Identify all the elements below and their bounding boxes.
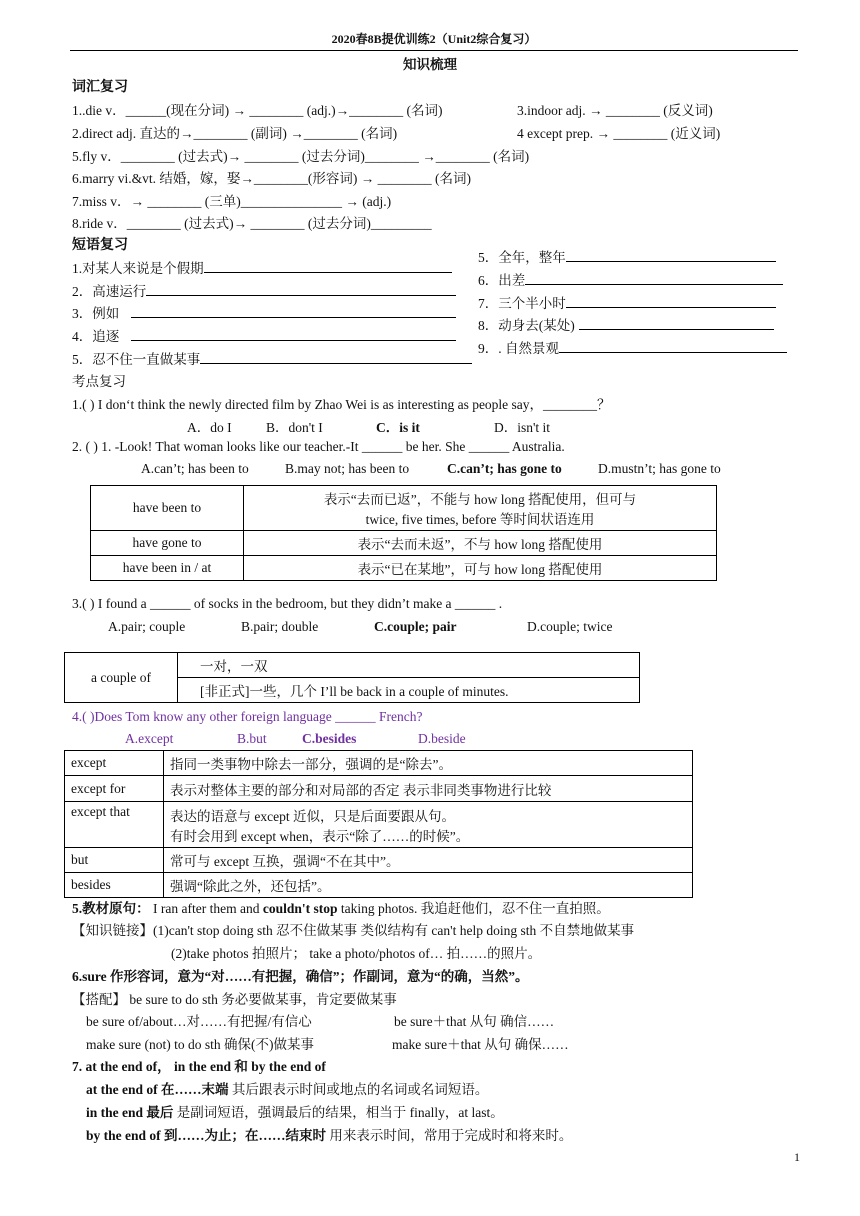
table-row: [91, 531, 717, 556]
table-cell-desc: 指同一类事物中除去一部分，强调的是“除去”。: [164, 751, 693, 776]
table-cell-term: have gone to: [91, 531, 244, 556]
page-number: 1: [794, 1150, 800, 1164]
collocation-item: make sure (not) to do sth 确保(不)做某事: [86, 1037, 314, 1052]
table-cell-desc: 表达的语意与 except 近似，只是后面要跟从句。 有时会用到 except when，表示“除了……的时候”。: [164, 802, 693, 848]
collocation: 【搭配】 be sure to do sth 务必要做某事，肯定要做某事: [72, 992, 397, 1007]
phrase-item: 6．出差: [478, 269, 783, 289]
knowledge-link-2: (2)take photos 拍照片； take a photo/photos of… 拍……的照片。: [171, 946, 542, 961]
phrase-item: 2．高速运行: [72, 280, 456, 300]
table-row: [65, 802, 693, 848]
phrase-item: 4．追逐: [72, 325, 456, 345]
page-header: 2020春8B提优训练2（Unit2综合复习）: [70, 30, 798, 51]
q3-option-a: A.pair; couple: [108, 619, 186, 634]
vocab-line: 6.marry vi.&vt. 结婚，嫁，娶→________(形容词) → ________ (名词): [72, 171, 471, 186]
phrases-heading: 短语复习: [72, 238, 128, 253]
table-cell-desc: [非正式]一些，几个 I’ll be back in a couple of minutes.: [178, 678, 640, 703]
table-cell-term: except for: [65, 776, 164, 802]
collocation-item: make sure＋that 从句 确保……: [392, 1037, 569, 1052]
vocab-line: 5.fly v．________ (过去式)→ ________ (过去分词)________ →________ (名词): [72, 149, 530, 164]
table-row: [91, 556, 717, 581]
q3-option-d: D.couple; twice: [527, 619, 613, 634]
table-row: [65, 653, 640, 678]
table-cell-term: have been in / at: [91, 556, 244, 581]
q3-option-b: B.pair; double: [241, 619, 319, 634]
table-cell-desc: 表示对整体主要的部分和对局部的否定 表示非同类事物进行比较: [164, 776, 693, 802]
q2-option-d: D.mustn’t; has gone to: [598, 461, 721, 476]
vocab-line: 8.ride v．________ (过去式)→ ________ (过去分词)_________: [72, 216, 432, 231]
table-cell-desc: 表示“去而已返”，不能与 how long 搭配使用，但可与 twice, five times, before 等时间状语连用: [244, 486, 717, 531]
table-cell-desc: 表示“去而未返”，不与 how long 搭配使用: [244, 531, 717, 556]
q1-option-b: B．don't I: [266, 420, 323, 435]
page-title: 知识梳理: [403, 57, 457, 72]
question-2-stem: 2. ( ) 1. -Look! That woman looks like our teacher.-It ______ be her. She ______ Australia.: [72, 439, 565, 454]
vocab-line: 4 except prep. → ________ (近义词): [517, 126, 721, 141]
note-7a: at the end of 在……末端 其后跟表示时间或地点的名词或名词短语。: [86, 1082, 489, 1097]
q4-option-b: B.but: [237, 731, 267, 746]
table-row: [65, 873, 693, 898]
couple-table: [64, 652, 640, 703]
been-gone-table: [90, 485, 717, 581]
phrase-item: 5．全年，整年: [478, 246, 776, 266]
table-cell-term: besides: [65, 873, 164, 898]
note-6: 6.sure 作形容词，意为“对……有把握，确信”；作副词，意为“的确，当然”。: [72, 969, 529, 984]
q2-option-a: A.can’t; has been to: [141, 461, 249, 476]
collocation-item: be sure＋that 从句 确信……: [394, 1014, 555, 1029]
q4-option-d: D.beside: [418, 731, 466, 746]
table-row: [91, 486, 717, 531]
vocab-line: 2.direct adj. 直达的→________ (副词) →________ (名词): [72, 126, 398, 141]
phrase-item: 7．三个半小时: [478, 292, 776, 312]
vocab-line: 7.miss v．→ ________ (三单)_______________ → (adj.): [72, 194, 392, 209]
q4-option-c: C.besides: [302, 731, 357, 746]
table-cell-desc: 表示“已在某地”，可与 how long 搭配使用: [244, 556, 717, 581]
q1-option-a: A．do I: [187, 420, 232, 435]
q2-option-c: C.can’t; has gone to: [447, 461, 562, 476]
vocab-line: 1..die v．______(现在分词) → ________ (adj.)→________ (名词): [72, 103, 443, 118]
table-cell-term: but: [65, 848, 164, 873]
note-7c: by the end of 到……为止；在……结束时 用来表示时间，常用于完成时和将来时。: [86, 1128, 573, 1143]
knowledge-link-1: 【知识链接】(1)can't stop doing sth 忍不住做某事 类似结构有 can't help doing sth 不自禁地做某事: [72, 923, 635, 938]
phrase-item: 9．. 自然景观: [478, 337, 787, 357]
table-row: [65, 848, 693, 873]
q2-option-b: B.may not; has been to: [285, 461, 410, 476]
phrase-item: 5．忍不住一直做某事: [72, 348, 472, 368]
table-cell-term: except: [65, 751, 164, 776]
q3-option-c: C.couple; pair: [374, 619, 457, 634]
q4-option-a: A.except: [125, 731, 174, 746]
note-7: 7. at the end of， in the end 和 by the end of: [72, 1059, 326, 1074]
exam-heading: 考点复习: [72, 374, 126, 389]
collocation-item: be sure of/about…对……有把握/有信心: [86, 1014, 312, 1029]
table-cell-desc: 一对，一双: [178, 653, 640, 678]
phrase-item: 8．动身去(某处): [478, 314, 774, 334]
question-3-stem: 3.( ) I found a ______ of socks in the bedroom, but they didn’t make a ______ .: [72, 596, 503, 611]
q1-option-c: C．is it: [376, 420, 420, 435]
question-4-stem: 4.( )Does Tom know any other foreign language ______ French?: [72, 709, 423, 724]
table-cell-desc: 强调“除此之外，还包括”。: [164, 873, 693, 898]
q1-option-d: D．isn't it: [494, 420, 551, 435]
table-cell-desc: 常可与 except 互换，强调“不在其中”。: [164, 848, 693, 873]
question-1-stem: 1.( ) I don‘t think the newly directed film by Zhao Wei is as interesting as people say，________？: [72, 397, 611, 412]
table-cell-term: a couple of: [65, 653, 178, 703]
phrase-item: 3．例如: [72, 302, 456, 322]
table-cell-term: except that: [65, 802, 164, 848]
phrase-item: 1.对某人来说是个假期: [72, 257, 452, 277]
vocab-line: 3.indoor adj. → ________ (反义词): [517, 103, 713, 118]
table-cell-term: have been to: [91, 486, 244, 531]
table-row: [65, 776, 693, 802]
note-7b: in the end 最后 是副词短语，强调最后的结果，相当于 finally，at last。: [86, 1105, 504, 1120]
table-row: [65, 751, 693, 776]
vocab-heading: 词汇复习: [72, 80, 128, 95]
except-table: [64, 750, 693, 898]
note-5: 5.教材原句： I ran after them and couldn't stop taking photos. 我追赶他们，忍不住一直拍照。: [72, 901, 610, 916]
